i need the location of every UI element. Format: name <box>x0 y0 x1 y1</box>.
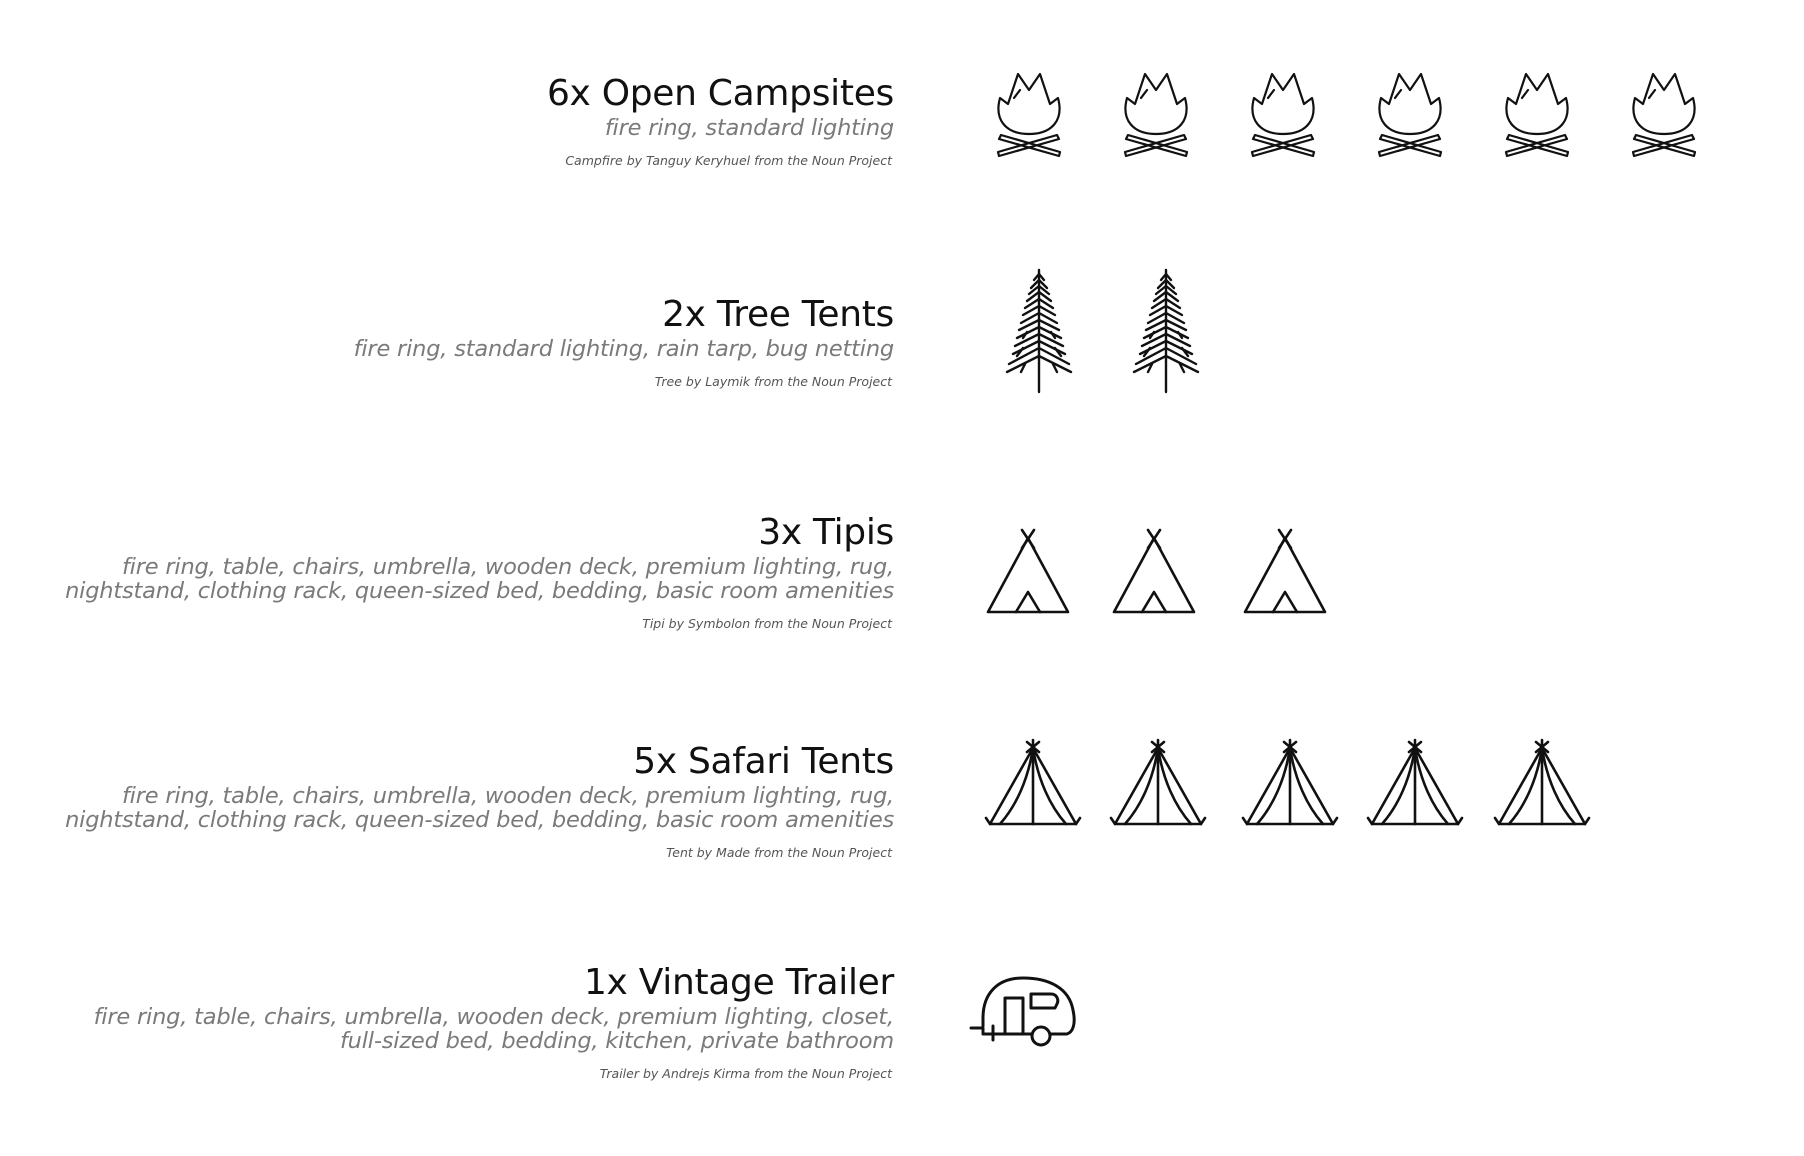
icon-credit: Campfire by Tanguy Keryhuel from the Noun Project <box>565 153 892 168</box>
icon-group <box>0 68 1804 228</box>
tent-icon <box>1243 740 1337 828</box>
icon-group <box>0 960 1804 1120</box>
row-title: 6x Open Campsites <box>546 73 894 114</box>
description-line: fire ring, table, chairs, umbrella, wooden deck, premium lighting, closet, <box>93 1004 894 1030</box>
campfire-icon <box>1248 68 1318 158</box>
icon-group <box>0 740 1804 900</box>
tipi-icon <box>1243 528 1327 616</box>
tipi-icon <box>986 528 1070 616</box>
icon-credit: Tipi by Symbolon from the Noun Project <box>642 616 892 631</box>
icon-credit: Tent by Made from the Noun Project <box>666 845 892 860</box>
campfire-icon <box>1502 68 1572 158</box>
trailer-icon <box>969 974 1079 1054</box>
icon-group <box>0 268 1804 428</box>
description-line: fire ring, table, chairs, umbrella, wooden deck, premium lighting, rug, <box>121 783 894 809</box>
icon-credit: Tree by Laymik from the Noun Project <box>654 374 892 389</box>
description-line: fire ring, standard lighting <box>604 115 894 141</box>
description-line: nightstand, clothing rack, queen-sized bed, bedding, basic room amenities <box>65 578 894 604</box>
row-title: 5x Safari Tents <box>633 741 894 782</box>
row-title: 3x Tipis <box>758 512 894 553</box>
tree-icon <box>1003 268 1075 394</box>
row-title: 2x Tree Tents <box>662 294 894 335</box>
campfire-icon <box>1121 68 1191 158</box>
icon-group <box>0 528 1804 688</box>
tent-icon <box>1111 740 1205 828</box>
campfire-icon <box>1629 68 1699 158</box>
campfire-icon <box>994 68 1064 158</box>
tree-icon <box>1130 268 1202 394</box>
campfire-icon <box>1375 68 1445 158</box>
tent-icon <box>986 740 1080 828</box>
row-title: 1x Vintage Trailer <box>583 962 894 1003</box>
tent-icon <box>1368 740 1462 828</box>
description-line: full-sized bed, bedding, kitchen, private bathroom <box>339 1028 894 1054</box>
description-line: fire ring, standard lighting, rain tarp, bug netting <box>353 336 894 362</box>
tent-icon <box>1495 740 1589 828</box>
description-line: fire ring, table, chairs, umbrella, wooden deck, premium lighting, rug, <box>121 554 894 580</box>
tipi-icon <box>1112 528 1196 616</box>
icon-credit: Trailer by Andrejs Kirma from the Noun Project <box>599 1066 892 1081</box>
description-line: nightstand, clothing rack, queen-sized bed, bedding, basic room amenities <box>65 807 894 833</box>
